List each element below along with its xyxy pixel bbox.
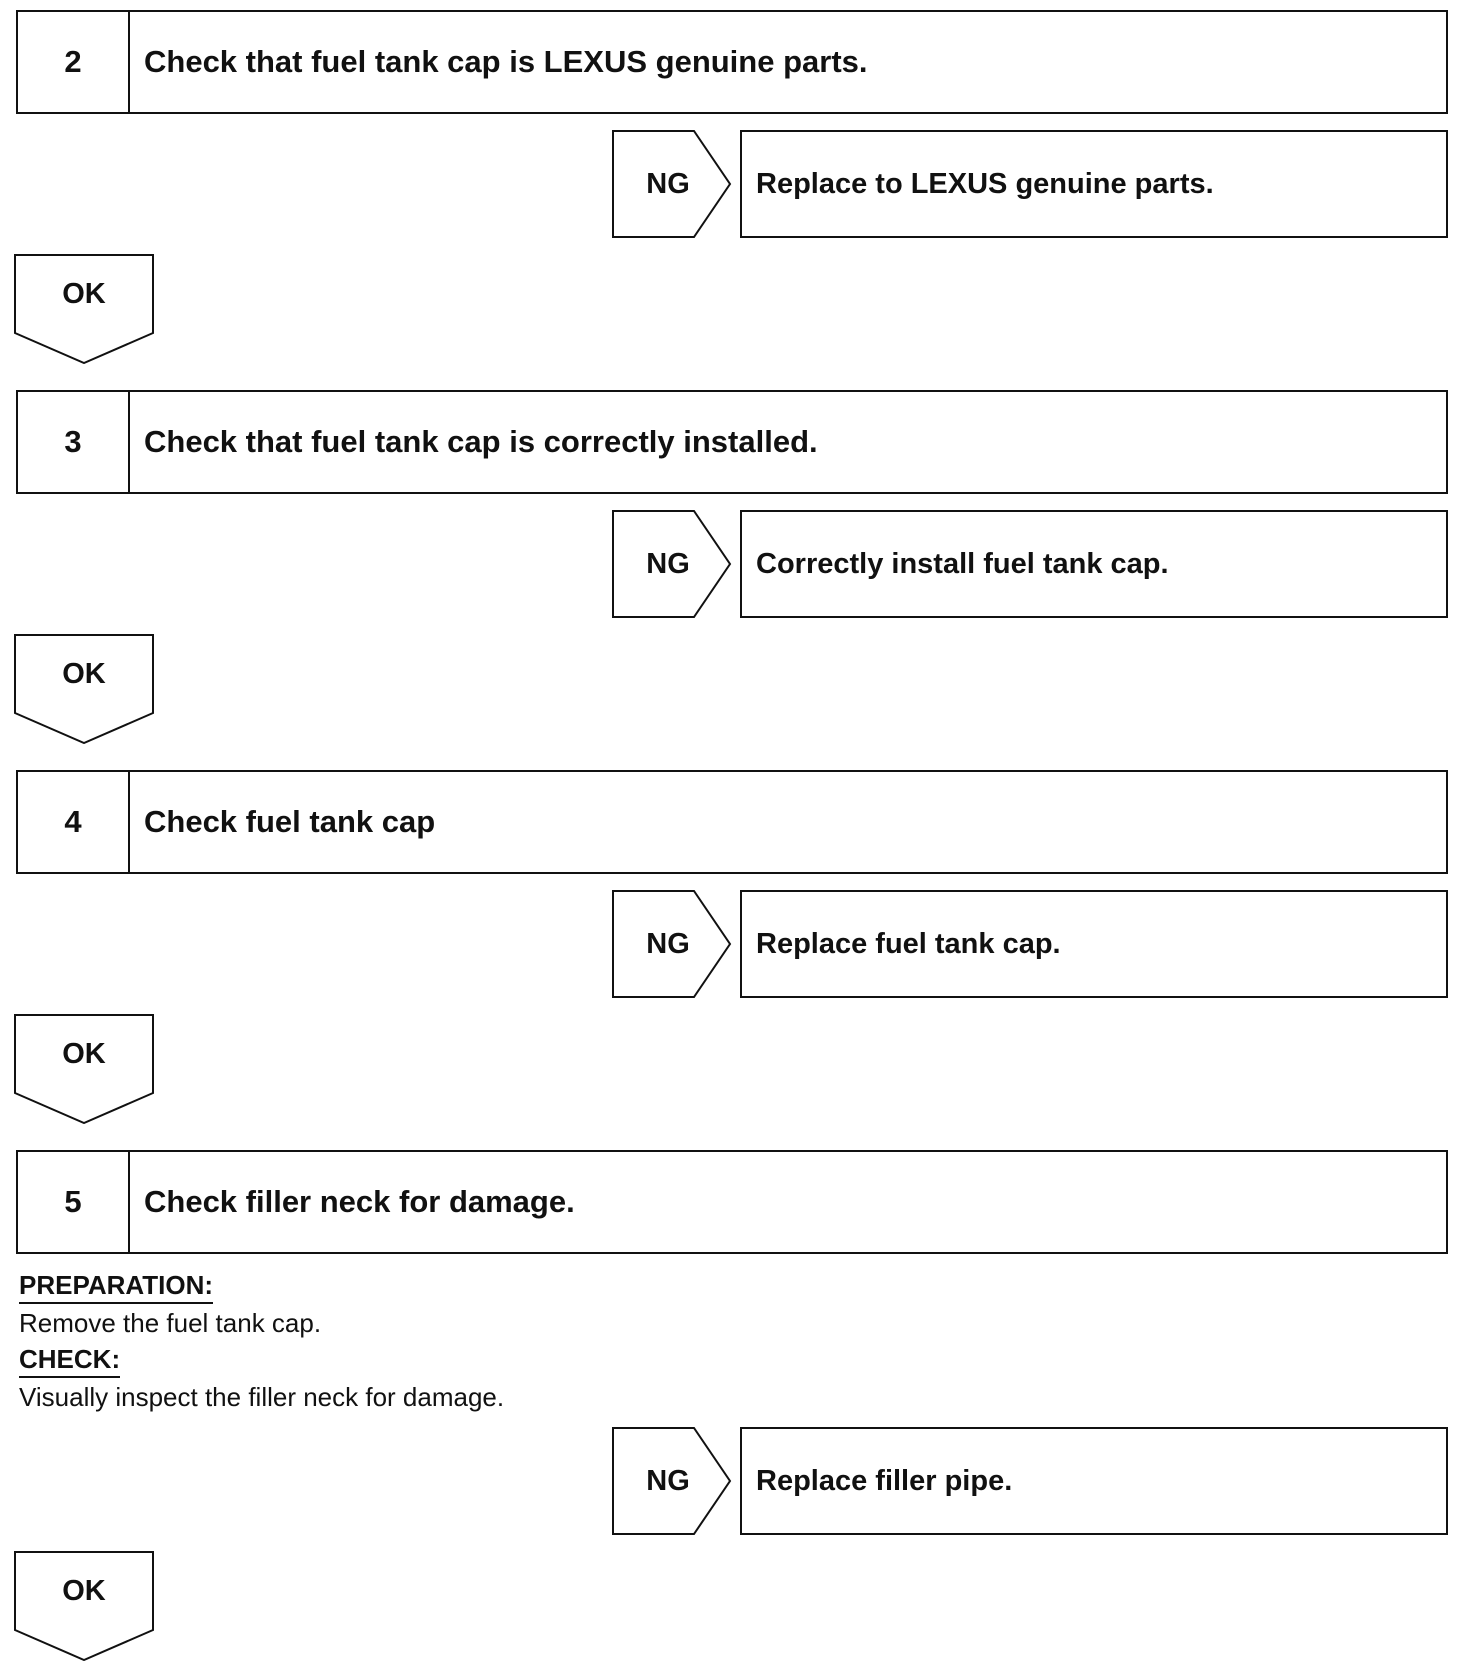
step-title: Check filler neck for damage. [144,1184,575,1219]
ng-action: Replace fuel tank cap. [740,890,1448,998]
step-box-3 [16,390,1448,494]
ng-label: NG [646,1464,690,1497]
ng-label: NG [646,547,690,580]
preparation-heading: PREPARATION: [19,1268,213,1304]
ok-label: OK [62,277,106,310]
step-title: Check that fuel tank cap is LEXUS genuine parts. [144,44,868,79]
ok-branch-3 [14,634,154,744]
ok-branch-4 [14,1014,154,1124]
ng-branch-5 [612,1427,1448,1535]
ng-action: Replace to LEXUS genuine parts. [740,130,1448,238]
ng-branch-2 [612,130,1448,238]
ok-branch-2 [14,254,154,364]
step-box-5 [16,1150,1448,1254]
check-text: Visually inspect the filler neck for damage. [19,1382,505,1412]
ng-label: NG [646,167,690,200]
step-number: 2 [18,12,130,112]
step-5-notes [19,1268,919,1416]
step-box-2 [16,10,1448,114]
check-heading: CHECK: [19,1342,120,1378]
ok-branch-5 [14,1551,154,1661]
step-title: Check that fuel tank cap is correctly installed. [144,424,818,459]
preparation-text: Remove the fuel tank cap. [19,1308,322,1338]
ok-label: OK [62,1037,106,1070]
ng-label: NG [646,927,690,960]
ok-label: OK [62,657,106,690]
ok-label: OK [62,1574,106,1607]
step-title: Check fuel tank cap [144,804,436,839]
step-number: 3 [18,392,130,492]
step-box-4 [16,770,1448,874]
ng-branch-3 [612,510,1448,618]
step-number: 5 [18,1152,130,1252]
ng-branch-4 [612,890,1448,998]
ng-action: Replace filler pipe. [740,1427,1448,1535]
ng-action: Correctly install fuel tank cap. [740,510,1448,618]
step-number: 4 [18,772,130,872]
